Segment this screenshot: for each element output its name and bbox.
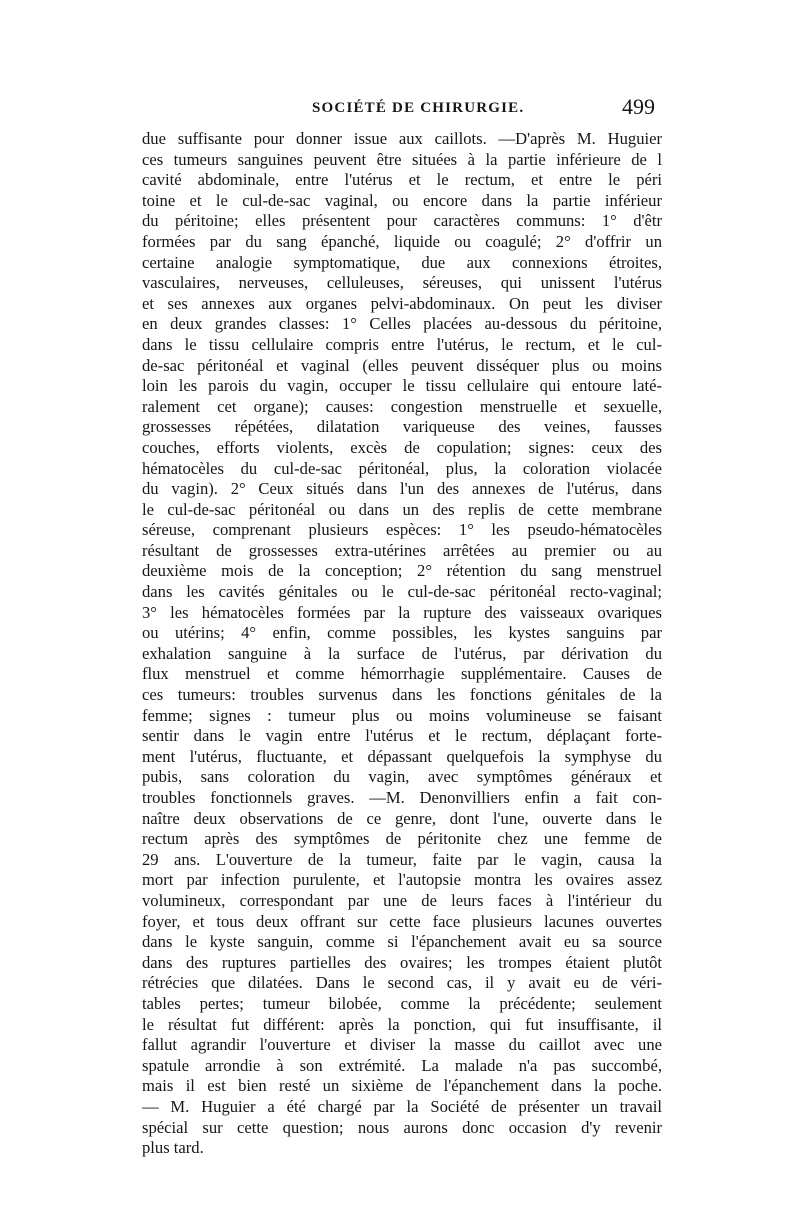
text-line: et ses annexes aux organes pelvi-abdominaux. On peut les diviser (142, 293, 662, 313)
text-line: foyer, et tous deux offrant sur cette face plusieurs lacunes ouvertes (142, 911, 662, 931)
text-line: due suffisante pour donner issue aux caillots. —D'après M. Huguier (142, 129, 662, 148)
text-line: sentir dans le vagin entre l'utérus et le rectum, déplaçant forte- (142, 726, 662, 746)
text-line: flux menstruel et comme hémorrhagie supplémentaire. Causes de (142, 664, 662, 684)
text-line: pubis, sans coloration du vagin, avec symptômes généraux et (142, 767, 662, 787)
text-line: certaine analogie symptomatique, due aux connexions étroites, (142, 252, 662, 272)
text-line: exhalation sanguine à la surface de l'utérus, par dérivation du (142, 643, 662, 663)
text-line: — M. Huguier a été chargé par la Société de présenter un travail (142, 1096, 662, 1116)
text-line: vasculaires, nerveuses, celluleuses, séreuses, qui unissent l'utérus (142, 273, 662, 293)
text-line: rectum après des symptômes de péritonite chez une femme de (142, 829, 662, 849)
text-line: dans le kyste sanguin, comme si l'épanchement avait eu sa source (142, 932, 662, 952)
text-line: couches, efforts violents, excès de copulation; signes: ceux des (142, 437, 662, 457)
text-line: cavité abdominale, entre l'utérus et le rectum, et entre le péri (142, 170, 662, 190)
text-line: ralement cet organe); causes: congestion menstruelle et sexuelle, (142, 396, 662, 416)
text-line: hématocèles du cul-de-sac péritonéal, plus, la coloration violacée (142, 458, 662, 478)
text-line: séreuse, comprenant plusieurs espèces: 1° les pseudo-hématocèles (142, 520, 662, 540)
text-line: spatule arrondie à son extrémité. La malade n'a pas succombé, (142, 1055, 662, 1075)
text-line: dans les cavités génitales ou le cul-de-sac péritonéal recto-vaginal; (142, 582, 662, 602)
text-line: naître deux observations de ce genre, dont l'une, ouverte dans le (142, 808, 662, 828)
text-line: rétrécies que dilatées. Dans le second cas, il y avait eu de véri- (142, 973, 662, 993)
text-line: 3° les hématocèles formées par la rupture des vaisseaux ovariques (142, 602, 662, 622)
text-line: de-sac péritonéal et vaginal (elles peuvent disséquer plus ou moins (142, 355, 662, 375)
text-line: 29 ans. L'ouverture de la tumeur, faite par le vagin, causa la (142, 849, 662, 869)
page-number: 499 (622, 94, 655, 119)
text-line: ces tumeurs sanguines peuvent être situées à la partie inférieure de l (142, 149, 662, 169)
text-line: spécial sur cette question; nous aurons donc occasion d'y revenir (142, 1117, 662, 1137)
text-line: du péritoine; elles présentent pour caractères communs: 1° d'êtr (142, 211, 662, 231)
text-line: le résultat fut différent: après la ponction, qui fut insuffisante, il (142, 1014, 662, 1034)
text-line: tables pertes; tumeur bilobée, comme la précédente; seulement (142, 993, 662, 1013)
text-line: résultant de grossesses extra-utérines arrêtées au premier ou au (142, 540, 662, 560)
text-line: mort par infection purulente, et l'autopsie montra les ovaires assez (142, 870, 662, 890)
page-header (0, 92, 800, 122)
text-line: formées par du sang épanché, liquide ou coagulé; 2° d'offrir un (142, 231, 662, 251)
text-line: toine et le cul-de-sac vaginal, ou encore dans la partie inférieur (142, 190, 662, 210)
text-line: ces tumeurs: troubles survenus dans les fonctions génitales de la (142, 685, 662, 705)
text-line: plus tard. (142, 1138, 204, 1158)
text-line: femme; signes : tumeur plus ou moins volumineuse se faisant (142, 705, 662, 725)
text-line: dans des ruptures partielles des ovaires; les trompes étaient plutôt (142, 952, 662, 972)
running-head: SOCIÉTÉ DE CHIRURGIE. (312, 100, 525, 116)
text-line: deuxième mois de la conception; 2° rétention du sang menstruel (142, 561, 662, 581)
text-line: grossesses répétées, dilatation variqueuse des veines, fausses (142, 417, 662, 437)
text-line: du vagin). 2° Ceux situés dans l'un des annexes de l'utérus, dans (142, 479, 662, 499)
text-line: ment l'utérus, fluctuante, et dépassant quelquefois la symphyse du (142, 746, 662, 766)
body-text (142, 129, 662, 1159)
text-line: le cul-de-sac péritonéal ou dans un des replis de cette membrane (142, 499, 662, 519)
text-line: en deux grandes classes: 1° Celles placées au-dessous du péritoine, (142, 314, 662, 334)
text-line: troubles fonctionnels graves. —M. Denonvilliers enfin a fait con- (142, 788, 662, 807)
text-line: dans le tissu cellulaire compris entre l'utérus, le rectum, et le cul- (142, 334, 662, 354)
text-line: mais il est bien resté un sixième de l'épanchement dans la poche. (142, 1076, 662, 1096)
text-line: fallut agrandir l'ouverture et diviser la masse du caillot avec une (142, 1035, 662, 1055)
text-line: volumineux, correspondant par une de leurs faces à l'intérieur du (142, 890, 662, 910)
text-line: loin les parois du vagin, occuper le tissu cellulaire qui entoure laté- (142, 376, 662, 396)
text-line: ou utérins; 4° enfin, comme possibles, les kystes sanguins par (142, 623, 662, 643)
